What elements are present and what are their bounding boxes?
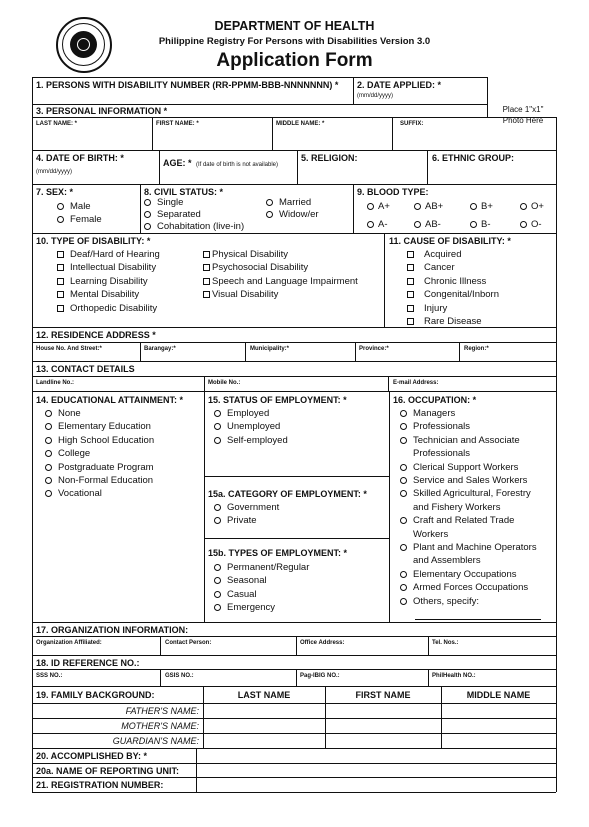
occ-skilled-agri-cont: and Fishery Workers bbox=[413, 501, 501, 513]
disability-type-label: 10. TYPE OF DISABILITY: * bbox=[36, 236, 151, 246]
date-applied-hint: (mm/dd/yyyy) bbox=[357, 93, 393, 99]
organization-label: 17. ORGANIZATION INFORMATION: bbox=[36, 625, 189, 635]
tel-nos-label: Tel. Nos.: bbox=[432, 640, 459, 646]
office-address-label: Office Address: bbox=[300, 640, 345, 646]
disability-cause-list bbox=[407, 248, 499, 328]
disability-visual[interactable]: Visual Disability bbox=[203, 288, 358, 301]
middle-name-label: MIDDLE NAME: * bbox=[276, 121, 325, 127]
disability-cause-label: 11. CAUSE OF DISABILITY: * bbox=[389, 236, 511, 246]
col-first-name: FIRST NAME bbox=[355, 690, 411, 700]
occ-clerical[interactable]: Clerical Support Workers bbox=[400, 461, 537, 474]
registry-subtitle: Philippine Registry For Persons with Disabilities Version 3.0 bbox=[158, 36, 431, 47]
education-label: 14. EDUCATIONAL ATTAINMENT: * bbox=[36, 395, 184, 405]
cause-injury[interactable]: Injury bbox=[407, 302, 499, 315]
civil-option-single[interactable]: Single bbox=[144, 197, 244, 209]
landline-label: Landline No.: bbox=[36, 380, 74, 386]
residence-label: 12. RESIDENCE ADDRESS * bbox=[36, 330, 156, 340]
cause-rare-disease[interactable]: Rare Disease bbox=[407, 315, 499, 328]
occ-skilled-agri[interactable]: Skilled Agricultural, Forestry bbox=[400, 487, 537, 500]
type-casual[interactable]: Casual bbox=[214, 588, 309, 601]
blood-ab-neg[interactable]: AB- bbox=[414, 220, 441, 230]
philhealth-label: PhilHealth NO.: bbox=[432, 673, 476, 679]
sex-option-female[interactable]: Female bbox=[57, 213, 102, 226]
disability-type-col2 bbox=[203, 248, 358, 302]
disability-psychosocial[interactable]: Psychosocial Disability bbox=[203, 261, 358, 274]
type-seasonal[interactable]: Seasonal bbox=[214, 574, 309, 587]
age-note: (If date of birth is not available) bbox=[195, 162, 279, 168]
last-name-label: LAST NAME: * bbox=[36, 121, 77, 127]
first-name-label: FIRST NAME: * bbox=[156, 121, 199, 127]
blood-ab-pos[interactable]: AB+ bbox=[414, 202, 443, 212]
disability-deaf[interactable]: Deaf/Hard of Hearing bbox=[57, 248, 160, 261]
civil-status-col2 bbox=[266, 197, 319, 221]
employment-category-list bbox=[214, 501, 279, 528]
mother-name-label: MOTHER'S NAME: bbox=[121, 721, 199, 731]
education-list bbox=[45, 407, 154, 501]
col-middle-name: MIDDLE NAME bbox=[466, 690, 531, 700]
photo-line-2: Photo Here bbox=[502, 116, 544, 125]
cause-acquired[interactable]: Acquired bbox=[407, 248, 499, 261]
sex-options bbox=[57, 200, 102, 227]
photo-placeholder bbox=[490, 104, 556, 126]
region-label: Region:* bbox=[464, 346, 489, 352]
civil-status-col1 bbox=[144, 197, 244, 233]
contact-details-label: 13. CONTACT DETAILS bbox=[36, 364, 135, 374]
type-emergency[interactable]: Emergency bbox=[214, 601, 309, 614]
occ-craft[interactable]: Craft and Related Trade bbox=[400, 514, 537, 527]
disability-intellectual[interactable]: Intellectual Disability bbox=[57, 261, 160, 274]
sex-label: 7. SEX: * bbox=[36, 187, 74, 197]
civil-option-cohabitation[interactable]: Cohabitation (live-in) bbox=[144, 221, 244, 233]
sex-option-male[interactable]: Male bbox=[57, 200, 102, 213]
blood-a-pos[interactable]: A+ bbox=[367, 202, 390, 212]
personal-info-label: 3. PERSONAL INFORMATION * bbox=[36, 106, 168, 116]
occ-plant-machine[interactable]: Plant and Machine Operators bbox=[400, 541, 537, 554]
department-title: DEPARTMENT OF HEALTH bbox=[214, 19, 375, 33]
family-background-label: 19. FAMILY BACKGROUND: bbox=[36, 690, 155, 700]
occ-managers[interactable]: Managers bbox=[400, 407, 537, 420]
edu-postgraduate[interactable]: Postgraduate Program bbox=[45, 461, 154, 474]
occ-others[interactable]: Others, specify: bbox=[400, 595, 537, 608]
disability-speech[interactable]: Speech and Language Impairment bbox=[203, 275, 358, 288]
edu-non-formal[interactable]: Non-Formal Education bbox=[45, 474, 154, 487]
house-street-label: House No. And Street:* bbox=[36, 346, 102, 352]
civil-option-separated[interactable]: Separated bbox=[144, 209, 244, 221]
pagibig-label: Pag-IBIG NO.: bbox=[300, 673, 340, 679]
civil-status-label: 8. CIVIL STATUS: * bbox=[144, 187, 224, 197]
dob-label: 4. DATE OF BIRTH: * bbox=[36, 153, 124, 163]
form-title: Application Form bbox=[216, 50, 373, 71]
edu-elementary[interactable]: Elementary Education bbox=[45, 420, 154, 433]
photo-line-1: Place 1"x1" bbox=[502, 105, 544, 114]
occupation-list bbox=[400, 407, 537, 608]
emp-unemployed[interactable]: Unemployed bbox=[214, 420, 288, 433]
disability-orthopedic[interactable]: Orthopedic Disability bbox=[57, 302, 160, 315]
cat-private[interactable]: Private bbox=[214, 514, 279, 527]
employment-category-label: 15a. CATEGORY OF EMPLOYMENT: * bbox=[208, 489, 367, 499]
guardian-name-label: GUARDIAN'S NAME: bbox=[112, 736, 199, 746]
blood-b-pos[interactable]: B+ bbox=[470, 202, 493, 212]
cause-cancer[interactable]: Cancer bbox=[407, 261, 499, 274]
ethnic-group-label: 6. ETHNIC GROUP: bbox=[432, 153, 515, 163]
religion-label: 5. RELIGION: bbox=[301, 153, 358, 163]
blood-b-neg[interactable]: B- bbox=[470, 220, 491, 230]
edu-vocational[interactable]: Vocational bbox=[45, 487, 154, 500]
accomplished-by-label: 20. ACCOMPLISHED BY: * bbox=[36, 751, 148, 761]
col-last-name: LAST NAME bbox=[237, 690, 291, 700]
cause-congenital[interactable]: Congenital/Inborn bbox=[407, 288, 499, 301]
occ-service-sales[interactable]: Service and Sales Workers bbox=[400, 474, 537, 487]
age-label: AGE: * bbox=[163, 158, 192, 168]
type-permanent[interactable]: Permanent/Regular bbox=[214, 561, 309, 574]
father-name-label: FATHER'S NAME: bbox=[125, 706, 199, 716]
occupation-label: 16. OCCUPATION: * bbox=[393, 395, 477, 405]
sss-label: SSS NO.: bbox=[36, 673, 63, 679]
barangay-label: Barangay:* bbox=[144, 346, 176, 352]
occ-elementary[interactable]: Elementary Occupations bbox=[400, 568, 537, 581]
pwd-number-field[interactable] bbox=[33, 90, 352, 103]
disability-mental[interactable]: Mental Disability bbox=[57, 288, 160, 301]
occ-plant-machine-cont: and Assemblers bbox=[413, 555, 481, 567]
suffix-label: SUFFIX: bbox=[400, 121, 424, 127]
disability-physical[interactable]: Physical Disability bbox=[203, 248, 358, 261]
registration-number-label: 21. REGISTRATION NUMBER: bbox=[36, 780, 164, 790]
disability-type-col1 bbox=[57, 248, 160, 315]
blood-o-pos[interactable]: O+ bbox=[520, 202, 544, 212]
gsis-label: GSIS NO.: bbox=[165, 673, 194, 679]
edu-none[interactable]: None bbox=[45, 407, 154, 420]
province-label: Province:* bbox=[359, 346, 389, 352]
dob-hint: (mm/dd/yyyy) bbox=[36, 169, 72, 175]
pwd-number-label: 1. PERSONS WITH DISABILITY NUMBER (RR-PPMM-BBB-NNNNNNN) * bbox=[36, 80, 339, 90]
contact-person-label: Contact Person: bbox=[165, 640, 212, 646]
occ-armed-forces[interactable]: Armed Forces Occupations bbox=[400, 581, 537, 594]
cause-chronic-illness[interactable]: Chronic Illness bbox=[407, 275, 499, 288]
emp-self-employed[interactable]: Self-employed bbox=[214, 434, 288, 447]
civil-option-married[interactable]: Married bbox=[266, 197, 319, 209]
org-affiliated-label: Organization Affiliated: bbox=[36, 640, 102, 646]
age-label-group bbox=[163, 154, 278, 170]
cat-government[interactable]: Government bbox=[214, 501, 279, 514]
id-reference-label: 18. ID REFERENCE NO.: bbox=[36, 658, 140, 668]
civil-option-widow[interactable]: Widow/er bbox=[266, 209, 319, 221]
occ-technician[interactable]: Technician and Associate bbox=[400, 434, 537, 447]
employment-type-label: 15b. TYPES OF EMPLOYMENT: * bbox=[208, 548, 348, 558]
emp-employed[interactable]: Employed bbox=[214, 407, 288, 420]
blood-a-neg[interactable]: A- bbox=[367, 220, 388, 230]
edu-college[interactable]: College bbox=[45, 447, 154, 460]
email-label: E-mail Address: bbox=[393, 380, 439, 386]
occ-technician-cont: Professionals bbox=[413, 448, 471, 460]
employment-type-list bbox=[214, 561, 309, 615]
employment-status-label: 15. STATUS OF EMPLOYMENT: * bbox=[208, 395, 347, 405]
edu-high-school[interactable]: High School Education bbox=[45, 434, 154, 447]
employment-status-list bbox=[214, 407, 288, 447]
municipality-label: Municipality:* bbox=[250, 346, 290, 352]
occ-craft-cont: Workers bbox=[413, 528, 449, 540]
occ-professionals[interactable]: Professionals bbox=[400, 420, 537, 433]
mobile-label: Mobile No.: bbox=[208, 380, 241, 386]
date-applied-label: 2. DATE APPLIED: * bbox=[357, 80, 442, 90]
blood-o-neg[interactable]: O- bbox=[520, 220, 542, 230]
blood-type-label: 9. BLOOD TYPE: bbox=[357, 187, 429, 197]
reporting-unit-label: 20a. NAME OF REPORTING UNIT: bbox=[36, 766, 180, 776]
disability-learning[interactable]: Learning Disability bbox=[57, 275, 160, 288]
